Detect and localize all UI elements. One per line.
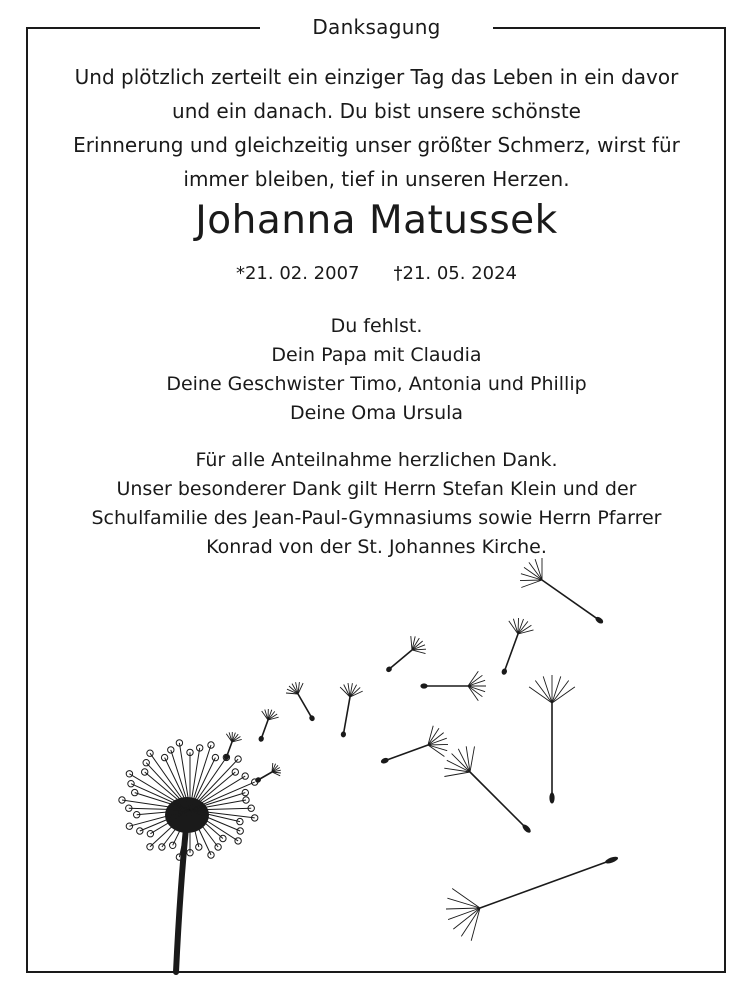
mourner-line: Deine Geschwister Timo, Antonia und Phillip (166, 373, 587, 395)
seed-pappus (470, 746, 475, 772)
seed-pappus (428, 745, 447, 751)
seed-pappus (428, 744, 448, 745)
thanks-line: Unser besonderer Dank gilt Herrn Stefan Klein und der (116, 478, 637, 500)
poem-line: Erinnerung und gleichzeitig unser größter Schmerz, wirst für (73, 133, 680, 157)
seed-pappus (471, 908, 480, 941)
seed-stalk (470, 772, 527, 829)
deceased-name: Johanna Matussek (195, 198, 558, 243)
seed-body (380, 757, 389, 765)
seed-pappus (552, 687, 575, 703)
seed-pappus (524, 567, 542, 580)
seed-pappus (468, 686, 482, 697)
seed-pappus (446, 908, 480, 909)
seed-stalk (389, 650, 412, 669)
thanks-line: Konrad von der St. Johannes Kirche. (206, 536, 547, 558)
seed-pappus (448, 908, 480, 920)
thanks-line: Für alle Anteilnahme herzlichen Dank. (195, 449, 558, 471)
seed-stalk (504, 634, 518, 672)
seed-pappus (428, 728, 439, 745)
seed-pappus (513, 619, 518, 634)
heading: Danksagung (260, 12, 492, 42)
seed-pappus (552, 676, 561, 703)
seed-body (254, 776, 262, 784)
seed-body (604, 855, 619, 865)
seed-stalk (343, 697, 350, 734)
seed-pappus (521, 574, 542, 580)
seed-body (258, 735, 265, 742)
seed-pappus (428, 726, 433, 745)
seed-pappus (535, 559, 542, 580)
seed-pappus (452, 889, 480, 909)
seed-pappus (468, 675, 482, 686)
seed-pappus (468, 680, 485, 686)
seed-pappus (529, 562, 542, 580)
seed-pappus (468, 686, 478, 701)
seed-pappus (411, 636, 412, 650)
seed-pappus (444, 772, 470, 777)
seed-pappus (428, 745, 444, 757)
seed-pappus (509, 621, 518, 634)
seed-pappus (412, 650, 426, 654)
seed-stalk (298, 694, 312, 718)
seed-pappus (521, 580, 542, 588)
seed-pappus (543, 676, 552, 703)
death-date: †21. 05. 2024 (393, 263, 518, 284)
poem-line: und ein danach. Du bist unsere schönste (172, 99, 581, 123)
seed-stalk (385, 745, 428, 761)
seed-pappus (535, 681, 552, 704)
seed-pappus (552, 681, 569, 704)
seed-pappus (520, 580, 542, 581)
seed-pappus (453, 908, 480, 929)
mourner-line: Deine Oma Ursula (289, 402, 464, 424)
seed-pappus (468, 686, 485, 692)
poem-line: Und plötzlich zerteilt ein einziger Tag das Leben in ein davor (74, 65, 679, 89)
seed-body (549, 792, 554, 803)
seed-pappus (428, 733, 444, 745)
mourner-line: Du fehlst. (330, 315, 423, 337)
mourner-line: Dein Papa mit Claudia (271, 344, 482, 366)
seed-pappus (428, 738, 447, 745)
thanks-line: Schulfamilie des Jean-Paul-Gymnasiums sowie Herrn Pfarrer (91, 507, 662, 529)
seed-pappus (468, 671, 478, 686)
birth-date: *21. 02. 2007 (235, 263, 360, 284)
seed-body (340, 731, 346, 738)
seed-stalk (480, 860, 612, 908)
seed-body (420, 683, 427, 688)
seed-pappus (447, 898, 480, 908)
seed-body (308, 714, 316, 722)
seed-pappus (529, 687, 552, 703)
seed-pappus (461, 908, 480, 936)
seed-stalk (542, 580, 599, 620)
seed-body (501, 668, 508, 676)
dandelion-ray (190, 745, 211, 810)
poem-line: immer bleiben, tief in unseren Herzen. (183, 167, 570, 191)
